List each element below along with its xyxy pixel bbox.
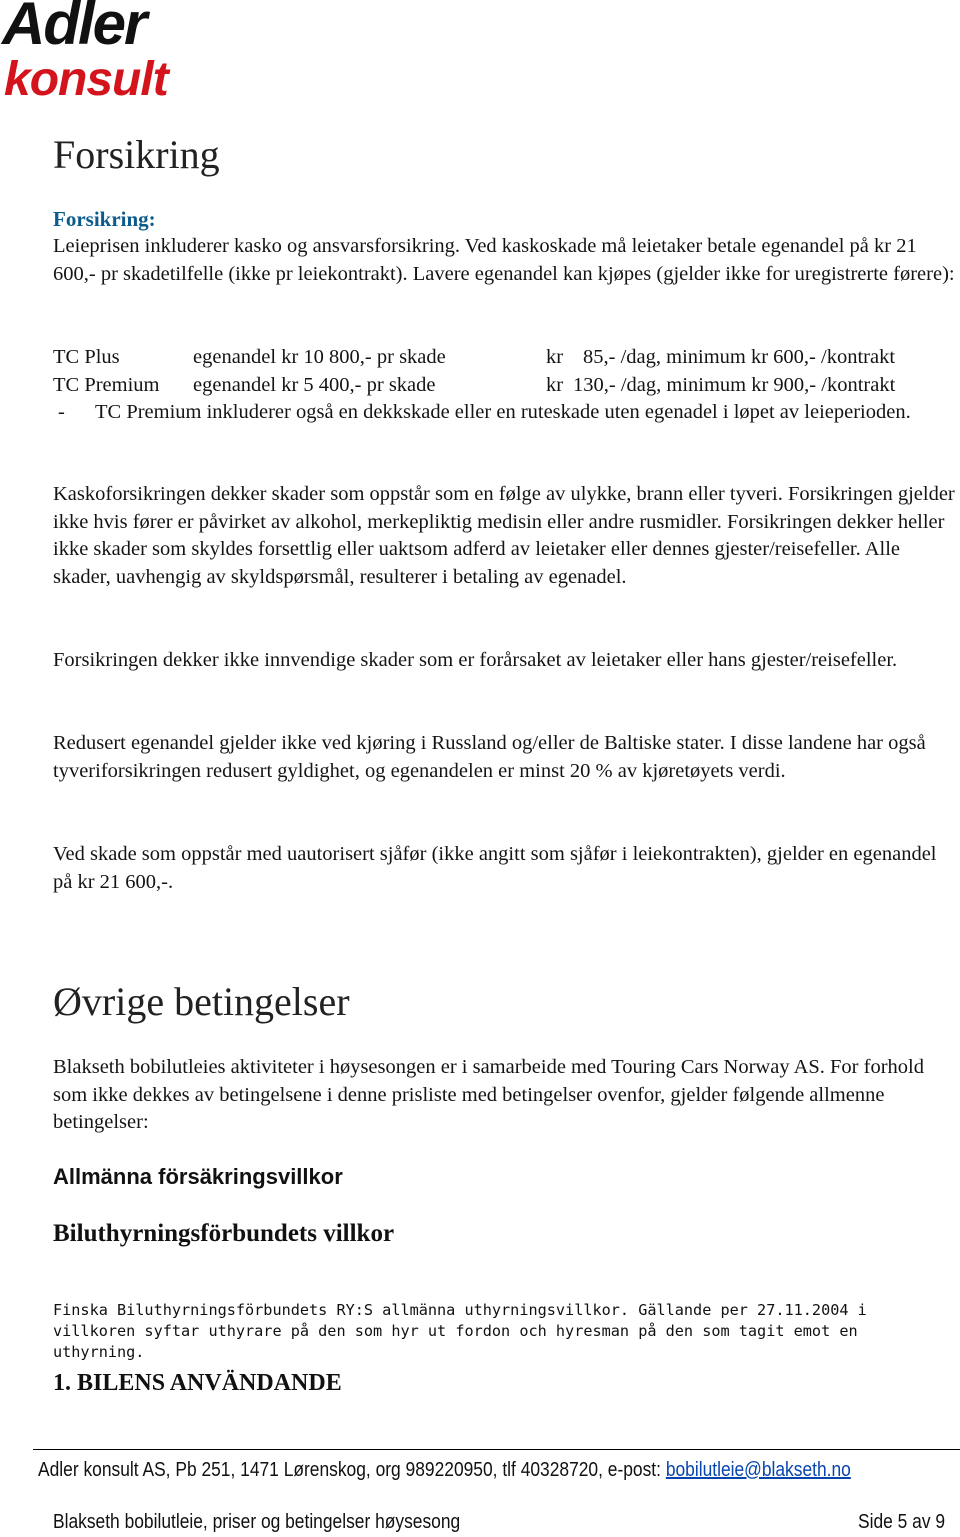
unauthorized-driver-paragraph: Ved skade som oppstår med uautorisert sjåfør (ikke angitt som sjåfør i leiekontrakten), gjelder en egenandel på kr 21 600,-. (53, 843, 937, 893)
kasko-paragraph: Kaskoforsikringen dekker skader som oppstår som en følge av ulykke, brann eller tyveri. Forsikringen gjelder ikke hvis fører er påvirket av alkohol, merkepliktig medisin eller andre rusmidler. Forsikringen dekker heller ikke skader som skyldes forsettlig eller uaktsom adferd av leietaker eller dennes gjester/reisefeller. Alle skader, uavhengig av skyldspørsmål, resulterer i betaling av egenadel. (53, 483, 955, 588)
tc-plus-name: TC Plus (53, 346, 120, 368)
intro-paragraph: Leieprisen inkluderer kasko og ansvarsforsikring. Ved kaskoskade må leietaker betale egenandel på kr 21 600,- pr skadetilfelle (ikke pr leiekontrakt). Lavere egenandel kan kjøpes (gjelder ikke for uregistrerte førere): (53, 235, 955, 285)
footer-rule (33, 1449, 960, 1450)
footer-contact (38, 1459, 851, 1482)
bullet-dash: - (58, 401, 65, 423)
footer-page-number: Side 5 av 9 (858, 1511, 946, 1533)
interior-paragraph: Forsikringen dekker ikke innvendige skader som er forårsaket av leietaker eller hans gjester/reisefeller. (53, 649, 898, 671)
logo-adler: Adler (2, 0, 146, 57)
tc-plus-deductible: egenandel kr 10 800,- pr skade (193, 346, 446, 368)
tc-plus-price: 85,- /dag, minimum kr 600,- /kontrakt (583, 346, 896, 368)
tc-premium-row (53, 371, 958, 399)
heading-ovrige-betingelser: Øvrige betingelser (53, 979, 350, 1024)
bullet-text: TC Premium inkluderer også en dekkskade eller en ruteskade uten egenadel i løpet av leieperioden. (95, 401, 911, 423)
logo-konsult: konsult (4, 53, 168, 106)
tc-plus-row (53, 343, 958, 371)
tc-plus-kr: kr (546, 346, 564, 368)
subheading-bilens-anvandande: 1. BILENS ANVÄNDANDE (53, 1370, 342, 1396)
tc-premium-bullet (58, 399, 958, 455)
subheading-biluthyrningsforbundets: Biluthyrningsförbundets villkor (53, 1220, 395, 1247)
footer-doc-title: Blakseth bobilutleie, priser og betingelser høysesong (53, 1511, 461, 1533)
footer-email-link[interactable]: bobilutleie@blakseth.no (665, 1459, 851, 1481)
label-forsikring: Forsikring: (53, 207, 156, 231)
footer-contact-text: Adler konsult AS, Pb 251, 1471 Lørenskog, org 989220950, tlf 40328720, e-post: (38, 1459, 666, 1481)
tc-premium-kr: kr (546, 374, 564, 396)
tc-premium-deductible: egenandel kr 5 400,- pr skade (193, 374, 436, 396)
ovrige-paragraph: Blakseth bobilutleies aktiviteter i høysesongen er i samarbeide med Touring Cars Norway AS. For forhold som ikke dekkes av betingelsene i denne prisliste med betingelser ovenfor, gjelder følgende allmenne betingelser: (53, 1056, 924, 1134)
finska-paragraph: Finska Biluthyrningsförbundets RY:S allmänna uthyrningsvillkor. Gällande per 27.11.2004 i villkoren syftar uthyrare på den som hyr ut fordon och hyresman på den som tagit emot en uthyrning. (53, 1301, 867, 1361)
russia-paragraph: Redusert egenandel gjelder ikke ved kjøring i Russland og/eller de Baltiske stater. I disse landene har også tyveriforsikringen redusert gyldighet, og egenandelen er minst 20 % av kjøretøyets verdi. (53, 732, 926, 782)
tc-premium-name: TC Premium (53, 374, 160, 396)
heading-forsikring: Forsikring (53, 132, 220, 177)
tc-premium-price: 130,- /dag, minimum kr 900,- /kontrakt (573, 374, 896, 396)
subheading-forsakringsvillkor: Allmänna försäkringsvillkor (53, 1164, 343, 1189)
